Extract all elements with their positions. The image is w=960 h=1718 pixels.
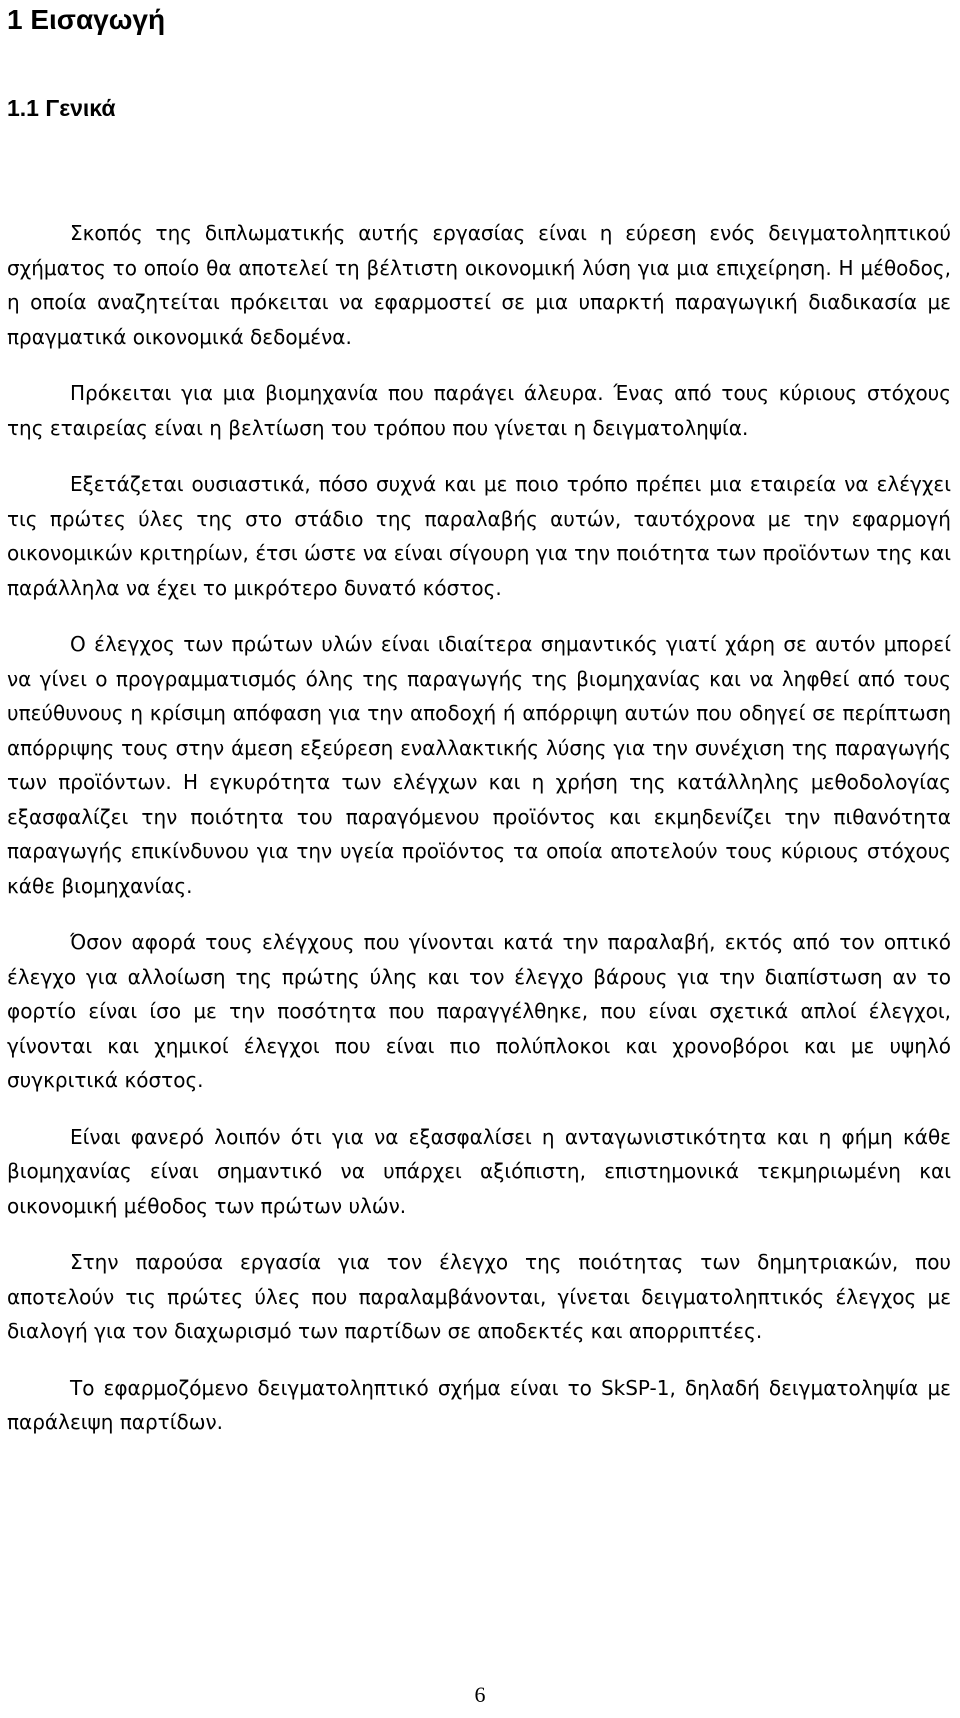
paragraph: Εξετάζεται ουσιαστικά, πόσο συχνά και με ποιο τρόπο πρέπει μια εταιρεία να ελέγχει τις πρώτες ύλες της στο στάδιο της παραλαβής αυτών, ταυτόχρονα με την εφαρμογή οικονομικών κριτηρίων, έτσι ώστε να είναι σίγουρη για την ποιότητα των προϊόντων της και παράλληλα να έχει το μικρότερο δυνατό κόστος.	[7, 472, 951, 600]
section-heading: 1.1 Γενικά	[7, 95, 116, 121]
paragraph: Στην παρούσα εργασία για τον έλεγχο της ποιότητας των δημητριακών, που αποτελούν τις πρώτες ύλες που παραλαμβάνονται, γίνεται δειγματοληπτικός έλεγχος με διαλογή για τον διαχωρισμό των παρτίδων σε αποδεκτές και απορριπτέες.	[7, 1250, 951, 1343]
paragraph: Είναι φανερό λοιπόν ότι για να εξασφαλίσει η ανταγωνιστικότητα και η φήμη κάθε βιομηχανίας είναι σημαντικό να υπάρχει αξιόπιστη, επιστημονικά τεκμηριωμένη και οικονομική μέθοδος των πρώτων υλών.	[7, 1124, 951, 1218]
paragraph: Πρόκειται για μια βιομηχανία που παράγει άλευρα. Ένας από τους κύριους στόχους της εταιρείας είναι η βελτίωση του τρόπου που γίνεται η δειγματοληψία.	[7, 381, 951, 440]
body-text	[7, 216, 951, 1462]
chapter-heading: 1 Εισαγωγή	[7, 4, 166, 35]
paragraph: Το εφαρμοζόμενο δειγματοληπτικό σχήμα είναι το SkSP-1, δηλαδή δειγματοληψία με παράλειψη παρτίδων.	[7, 1375, 951, 1434]
paragraph: Ο έλεγχος των πρώτων υλών είναι ιδιαίτερα σημαντικός γιατί χάρη σε αυτόν μπορεί να γίνει ο προγραμματισμός όλης της παραγωγής της βιομηχανίας και να ληφθεί από τους υπεύθυνους η κρίσιμη απόφαση για την αποδοχή ή απόρριψη αυτών που οδηγεί σε περίπτωση απόρριψης τους στην άμεση εξεύρεση εναλλακτικής λύσης για την συνέχιση της παραγωγής των προϊόντων. Η εγκυρότητα των ελέγχων και η χρήση της κατάλληλης μεθοδολογίας εξασφαλίζει την ποιότητα του παραγόμενου προϊόντος και εκμηδενίζει την πιθανότητα παραγωγής επικίνδυνου για την υγεία προϊόντος τα οποία αποτελούν τους κύριους στόχους κάθε βιομηχανίας.	[7, 632, 951, 898]
paragraph: Σκοπός της διπλωματικής αυτής εργασίας είναι η εύρεση ενός δειγματοληπτικού σχήματος το οποίο θα αποτελεί τη βέλτιστη οικονομική λύση για μια επιχείρηση. Η μέθοδος, η οποία αναζητείται πρόκειται να εφαρμοστεί σε μια υπαρκτή παραγωγική διαδικασία με πραγματικά οικονομικά δεδομένα.	[7, 221, 951, 349]
page-number: 6	[474, 1682, 486, 1707]
paragraph: Όσον αφορά τους ελέγχους που γίνονται κατά την παραλαβή, εκτός από τον οπτικό έλεγχο για αλλοίωση της πρώτης ύλης και τον έλεγχο βάρους για την διαπίστωση αν το φορτίο είναι ίσο με την ποσότητα που παραγγέλθηκε, που είναι σχετικά απλοί έλεγχοι, γίνονται και χημικοί έλεγχοι που είναι πιο πολύπλοκοι και χρονοβόροι και με υψηλό συγκριτικά κόστος.	[7, 930, 951, 1092]
